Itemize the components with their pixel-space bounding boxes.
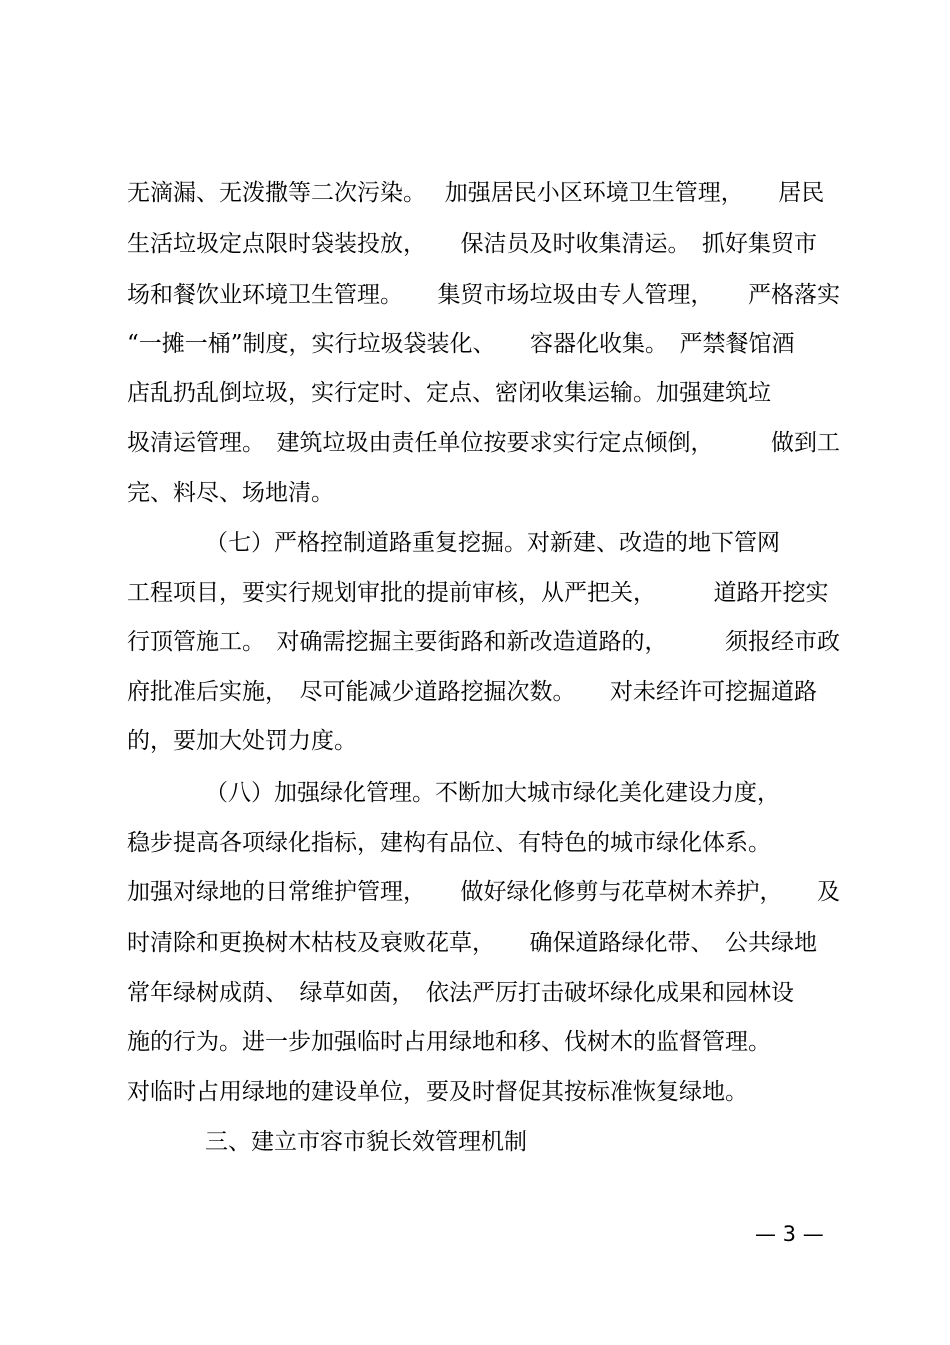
body-text-line: “一摊一桶”制度，实行垃圾袋装化、 容器化收集。 严禁餐馆酒 (127, 331, 795, 357)
body-text-line: 时清除和更换树木枯枝及衰败花草， 确保道路绿化带、 公共绿地 (127, 930, 817, 956)
body-text-line: 行顶管施工。 对确需挖掘主要街路和新改造道路的， 须报经市政 (127, 629, 840, 655)
body-text-line: 无滴漏、无泼撒等二次污染。 加强居民小区环境卫生管理， 居民 (127, 180, 825, 206)
body-text-line: 常年绿树成荫、 绿草如茵， 依法严厉打击破坏绿化成果和园林设 (127, 980, 794, 1006)
body-text-line: 圾清运管理。 建筑垃圾由责任单位按要求实行定点倾倒， 做到工 (127, 430, 840, 456)
section-heading-line: （七）严格控制道路重复挖掘。对新建、改造的地下管网 (205, 530, 780, 556)
body-text-line: 稳步提高各项绿化指标，建构有品位、有特色的城市绿化体系。 (127, 830, 771, 856)
body-text-line: 工程项目，要实行规划审批的提前审核，从严把关， 道路开挖实 (127, 580, 829, 606)
body-text-line: 完、料尽、场地清。 (127, 480, 334, 506)
page-number: — 3 — (755, 1222, 824, 1246)
body-text-line: 场和餐饮业环境卫生管理。 集贸市场垃圾由专人管理， 严格落实 (127, 282, 840, 308)
body-text-line: 加强对绿地的日常维护管理， 做好绿化修剪与花草树木养护， 及 (127, 879, 840, 905)
section-heading-line: （八）加强绿化管理。不断加大城市绿化美化建设力度， (205, 780, 780, 806)
body-text-line: 的，要加大处罚力度。 (127, 728, 357, 754)
body-text-line: 府批准后实施， 尽可能减少道路挖掘次数。 对未经许可挖掘道路 (127, 679, 817, 705)
body-text-line: 店乱扔乱倒垃圾，实行定时、定点、密闭收集运输。加强建筑垃 (127, 380, 771, 406)
body-text-line: 生活垃圾定点限时袋装投放， 保洁员及时收集清运。 抓好集贸市 (127, 231, 817, 257)
body-text-line: 对临时占用绿地的建设单位，要及时督促其按标准恢复绿地。 (127, 1079, 748, 1105)
chapter-heading-line: 三、建立市容市貌长效管理机制 (205, 1129, 527, 1155)
body-text-line: 施的行为。进一步加强临时占用绿地和移、伐树木的监督管理。 (127, 1029, 771, 1055)
